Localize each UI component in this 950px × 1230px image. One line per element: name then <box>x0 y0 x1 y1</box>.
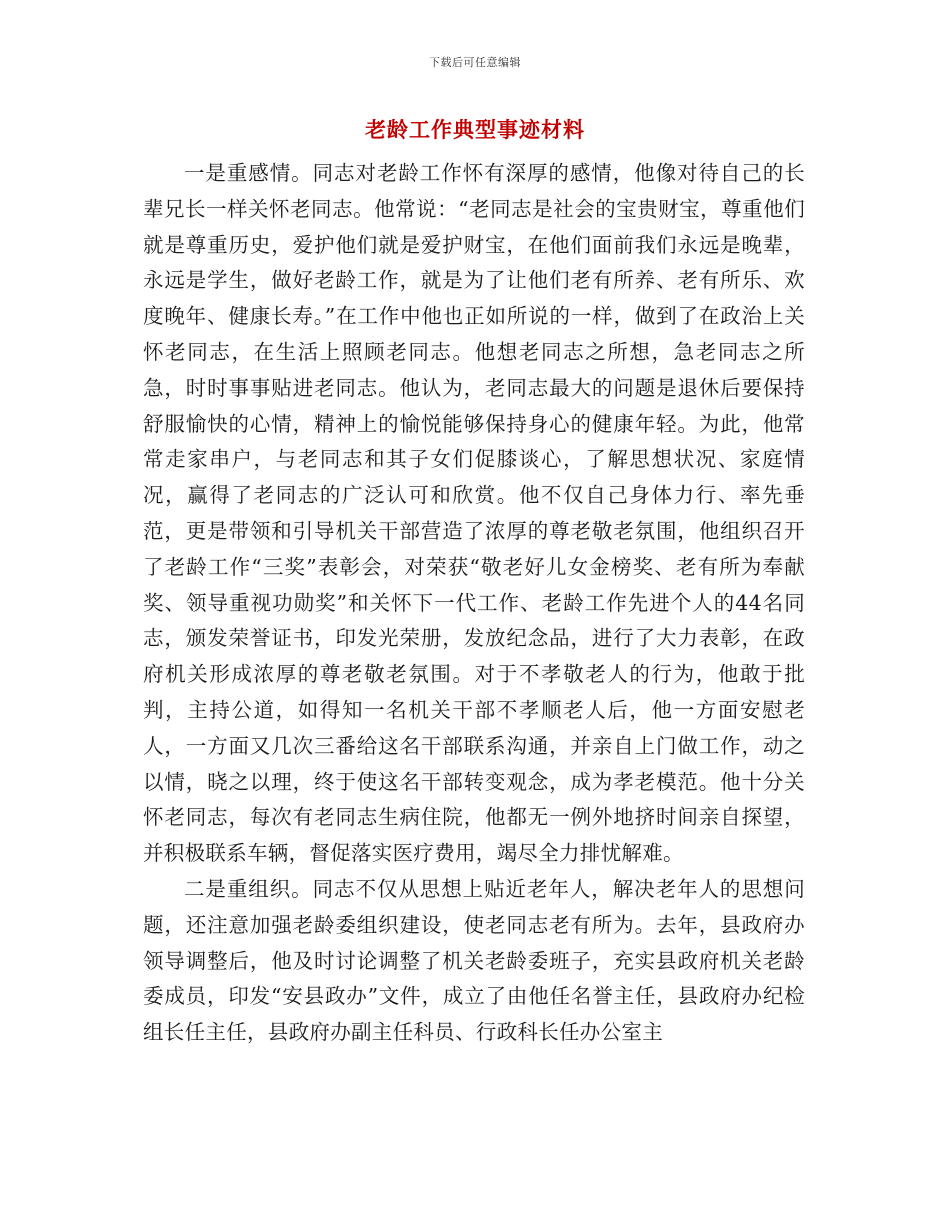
document-body <box>143 156 805 1051</box>
document-title: 老龄工作典型事迹材料 <box>365 117 585 142</box>
header-note: 下载后可任意编辑 <box>429 56 521 69</box>
paragraph-1: 一是重感情。同志对老龄工作怀有深厚的感情，他像对待自己的长辈兄长一样关怀老同志。他常说：“老同志是社会的宝贵财宝，尊重他们就是尊重历史，爱护他们就是爱护财宝，在他们面前我们永远是晚辈，永远是学生，做好老龄工作，就是为了让他们老有所养、老有所乐、欢度晚年、健康长寿。”在工作中他也正如所说的一样，做到了在政治上关怀老同志，在生活上照顾老同志。他想老同志之所想，急老同志之所急，时时事事贴进老同志。他认为，老同志最大的问题是退休后要保持舒服愉快的心情，精神上的愉悦能够保持身心的健康年轻。为此，他常常走家串户，与老同志和其子女们促膝谈心，了解思想状况、家庭情况，赢得了老同志的广泛认可和欣赏。他不仅自己身体力行、率先垂范，更是带领和引导机关干部营造了浓厚的尊老敬老氛围，他组织召开了老龄工作“三奖”表彰会，对荣获“敬老好儿女金榜奖、老有所为奉献奖、领导重视功勋奖”和关怀下一代工作、老龄工作先进个人的44名同志，颁发荣誉证书，印发光荣册，发放纪念品，进行了大力表彰，在政府机关形成浓厚的尊老敬老氛围。对于不孝敬老人的行为，他敢于批判，主持公道，如得知一名机关干部不孝顺老人后，他一方面安慰老人，一方面又几次三番给这名干部联系沟通，并亲自上门做工作，动之以情，晓之以理，终于使这名干部转变观念，成为孝老模范。他十分关怀老同志，每次有老同志生病住院，他都无一例外地挤时间亲自探望，并积极联系车辆，督促落实医疗费用，竭尽全力排忧解难。 <box>143 161 805 866</box>
paragraph-2: 二是重组织。同志不仅从思想上贴近老年人，解决老年人的思想问题，还注意加强老龄委组织建设，使老同志老有所为。去年，县政府办领导调整后，他及时讨论调整了机关老龄委班子，充实县政府机关老龄委成员，印发“安县政办”文件，成立了由他任名誉主任，县政府办纪检组长任主任，县政府办副主任科员、行政科长任办公室主 <box>143 876 805 1045</box>
